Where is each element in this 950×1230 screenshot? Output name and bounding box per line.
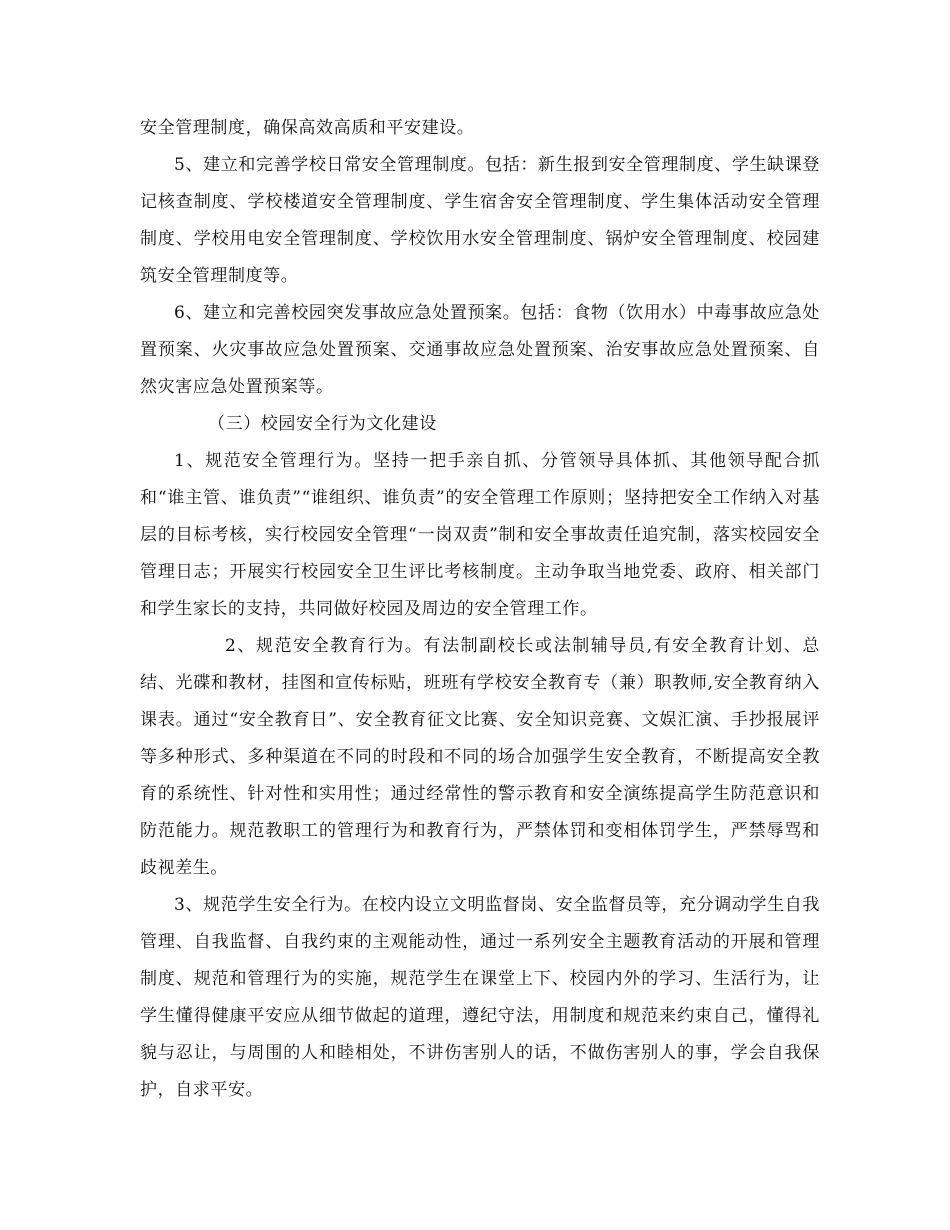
paragraph-item-6: 6、建立和完善校园突发事故应急处置预案。包括：食物（饮用水）中毒事故应急处置预案、火灾事故应急处置预案、交通事故应急处置预案、治安事故应急处置预案、自然灾害应急处置预案等。 — [140, 303, 820, 397]
paragraph-item-1: 1、规范安全管理行为。坚持一把手亲自抓、分管领导具体抓、其他领导配合抓和“谁主管、谁负责”“谁组织、谁负责”的安全管理工作原则；坚持把安全工作纳入对基层的目标考核，实行校园安全管理“一岗双责”制和安全事故责任追究制，落实校园安全管理日志；开展实行校园安全卫生评比考核制度。主动争取当地党委、政府、相关部门和学生家长的支持，共同做好校园及周边的安全管理工作。 — [140, 451, 820, 619]
paragraph-item-5: 5、建立和完善学校日常安全管理制度。包括：新生报到安全管理制度、学生缺课登记核查制度、学校楼道安全管理制度、学生宿舍安全管理制度、学生集体活动安全管理制度、学校用电安全管理制度、学校饮用水安全管理制度、锅炉安全管理制度、校园建筑安全管理制度等。 — [140, 155, 820, 286]
section-heading: （三）校园安全行为文化建设 — [208, 414, 437, 434]
paragraph-continuation: 安全管理制度，确保高效高质和平安建设。 — [140, 118, 475, 138]
paragraph-item-2: 2、规范安全教育行为。有法制副校长或法制辅导员,有安全教育计划、总结、光碟和教材，挂图和宣传标贴，班班有学校安全教育专（兼）职教师,安全教育纳入课表。通过“安全教育日”、安全教育征文比赛、安全知识竞赛、文娱汇演、手抄报展评等多种形式、多种渠道在不同的时段和不同的场合加强学生安全教育，不断提高安全教育的系统性、针对性和实用性；通过经常性的警示教育和安全演练提高学生防范意识和防范能力。规范教职工的管理行为和教育行为，严禁体罚和变相体罚学生，严禁辱骂和歧视差生。 — [140, 636, 820, 878]
paragraph-item-3: 3、规范学生安全行为。在校内设立文明监督岗、安全监督员等，充分调动学生自我管理、自我监督、自我约束的主观能动性，通过一系列安全主题教育活动的开展和管理制度、规范和管理行为的实施，规范学生在课堂上下、校园内外的学习、生活行为，让学生懂得健康平安应从细节做起的道理，遵纪守法，用制度和规范来约束自己，懂得礼貌与忍让，与周围的人和睦相处，不讲伤害别人的话，不做伤害别人的事，学会自我保护，自求平安。 — [140, 895, 820, 1100]
document-body — [140, 110, 820, 1109]
